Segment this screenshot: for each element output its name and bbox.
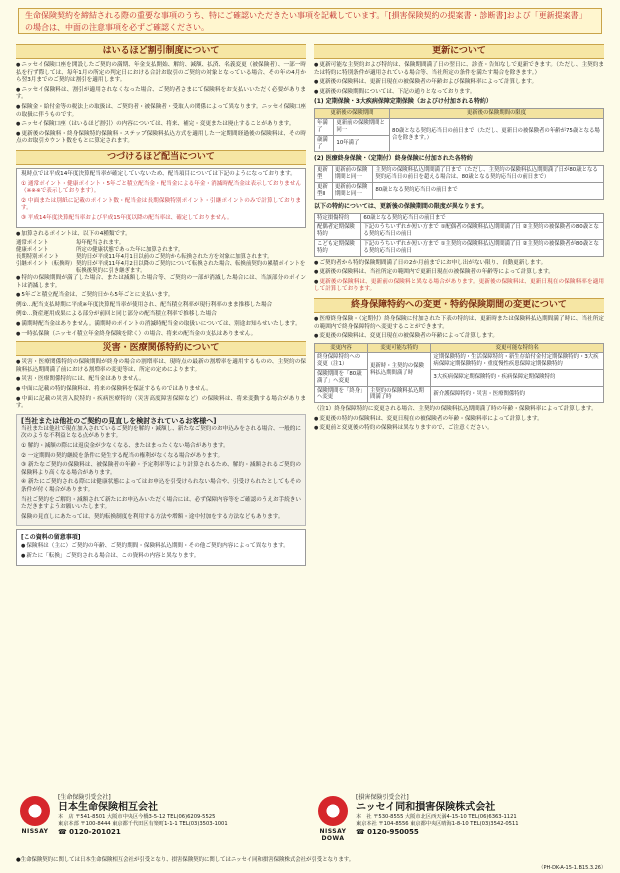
table-header: 変更可能な特約名	[431, 343, 604, 353]
table-row	[315, 386, 604, 403]
nissay-logo: NISSAY	[16, 796, 54, 846]
table-header: 変更可能な特約	[367, 343, 430, 353]
table-cell: 更新型	[315, 166, 333, 183]
dividend-paragraph-4: ● 満期時配当金はありません。満期時のポイントの消滅時配当金の取扱いについては、別途お知らせいたします。	[16, 321, 306, 329]
nissay-dowa-logo: NISSAY DOWA	[314, 796, 352, 846]
table-cell: 3大疾病保障定期保険特約・疾病保障定期保険特約	[431, 370, 604, 387]
table-cell: 歳満了	[315, 135, 334, 152]
section-title-discount: はいるほど割引制度について	[16, 44, 306, 59]
notice-line-2: の場合は、中面の注意事項を必ずご確認ください。	[25, 23, 209, 32]
renewal-table-1	[314, 108, 604, 152]
discount-paragraph-4: ● ニッセイ保険口座（はいるほど割引）の内容については、将来、補完・変更または廃止することがあります。	[16, 121, 306, 129]
table-cell: こども定期保険特約	[315, 239, 361, 256]
medical-paragraph-3: ● 中面に記載の特約保険料は、将来の保険料を保証するものではありません。	[16, 386, 306, 394]
table-cell: 10年満了	[334, 135, 390, 152]
renewal-paragraph-5: ● 更新後の保険料は、当社所定の範囲内で更新日現在の被保険者の年齢等によって計算します。	[314, 269, 604, 277]
life-insurer-info	[58, 794, 310, 837]
table-3-title: 以下の特約については、更新後の保険期間の限度が異なります。	[314, 202, 488, 210]
table-cell: 更新型Ⅱ	[315, 182, 333, 199]
review-p6: 当社ご契約をご解約・減額されて新たにお申込みいただく場合には、必ず保障内容等をご確認のうえお手続きいただきますようお願いいたします。	[21, 496, 301, 511]
change-paragraph-4: ● 変更後の特約の保険料は、変更日現在の被保険者の年齢・保険料率によって計算します。	[314, 416, 604, 424]
section-title-lifetime-change: 終身保障特約への変更・特約保険期間の変更について	[314, 298, 604, 313]
table-row	[315, 370, 604, 387]
nissay-dowa-logo-icon	[318, 796, 348, 826]
discount-paragraph-1: ● ニッセイ保険口座を開設したご契約の満期、年金支払開始、解約、減額、払済、名義変更（被保険者）、一部一時払を行ず際しては、毎年1月の所定の判定日における合計お取引のご契約の対象となっている場合、その年の4月から翌3月までのご契約は割引を適用します。	[16, 62, 306, 85]
nissay-logo-icon	[20, 796, 50, 826]
table-row	[315, 223, 604, 240]
table-1-title: (1) 定期保険・3大疾病保障定期保険（およびけ付加される特約）	[314, 98, 492, 106]
review-p5: ④ 新たにご契約される際には健康状態によってはお申込を引受けられない場合や、引受けられたとしてもその条件が付く場合があります。	[21, 479, 301, 493]
table-header: 変更内容	[315, 343, 368, 353]
table-row	[315, 119, 604, 136]
point-row: 引継ポイント（転換時） 契約日が平成11年4月2日以降のご契約について転換された場合、転換前契約の累積ポイントを転換後契約に引き継ぎます。	[16, 261, 306, 275]
right-column	[314, 40, 604, 435]
table-cell: 更新前の保険期間と同一	[334, 119, 390, 136]
dividend-paragraph-3: ● 5年ごと積立配当金は、ご契約日から5年ごとに支払います。	[16, 292, 306, 300]
change-paragraph-3: （注1）終身保障特約に変更される場合、主契約の保険料払込期間満了時の年齢・保険料率によって計算します。	[314, 406, 597, 413]
footer-non-life-insurer	[314, 792, 614, 854]
table-cell: 保険期間を「終身」へ変更	[315, 386, 368, 403]
table-row	[315, 213, 604, 223]
discount-paragraph-5: ● 更新後の保険料・終身保険特約保険料・ステップ保険料払込方式を適用した一定期間経過後の保険料は、その時点のお取引カウント数をもとに算定されます。	[16, 131, 306, 146]
dividend-item-3: ③ 平成14年度決算配当率および平成15年度以降の配当率は、確定しておりません。	[21, 214, 233, 221]
renewal-paragraph-1: ● 更新可能な主契約および特約は、保険期間満了日の翌日に、診査・告知なしで更新できます。（ただし、主契約または特約に特別条件が適用されている場合等、当社所定の条件を満たす場合を除きます。）	[314, 62, 604, 77]
dividend-info-box	[16, 168, 306, 228]
table-row	[315, 239, 604, 256]
non-life-insurer-info	[356, 794, 608, 837]
review-notice-title: [当社または他社のご契約の見直しを検討されているお客様へ]	[21, 416, 217, 425]
section-title-medical: 災害・医療関係特約について	[16, 341, 306, 356]
change-paragraph-1: ● 医療終身保険・（定期付）終身保険に付加された下表の特約は、更新時または保険料払込期間満了時に、当社所定の範囲内で終身保障特約へ変更することができます。	[314, 316, 604, 331]
table-row	[315, 166, 604, 183]
dividend-example-2: 例②…資産運用成果による部分が前回と同じ部分の配当積立利率で推移した場合	[16, 311, 217, 318]
notes-p1: ● 保険料は（主に）ご契約の年齢、ご契約期間・保険料払込期間・その他ご契約内容によって異なります。	[21, 543, 301, 551]
renewal-table-3	[314, 213, 604, 257]
insurer-address-1: 本 店 〒541-8501 大阪市中央区今橋3-5-12 TEL(06)6209-5525	[58, 814, 216, 820]
table-cell: 下記のうちいずれか短い方まで ①主契約の保険料払込期間満了日 ②主契約の被保険者が80歳となる契約応当日の前日	[361, 239, 604, 256]
table-cell: 特定損傷特約	[315, 213, 361, 223]
renewal-paragraph-3: ● 更新後の保険期間については、下記の通りとなっております。	[314, 89, 604, 97]
review-p7: 保険の見直しにあたっては、契約転換制度を利用する方法や増額・途中付加をする方法などもあります。	[21, 513, 284, 520]
renewal-paragraph-2: ● 更新後の保険料は、更新日現在の被保険者の年齢および保険料率によって計算します。	[314, 79, 604, 87]
insurer-role: [損害保険引受会社]	[356, 794, 409, 801]
change-paragraph-2: ● 変更後の保険料は、変更日現在の被保険者の年齢によって計算します。	[314, 333, 604, 341]
review-p3: ② 一定期間の契約継続を条件に発生する配当の権利がなくなる場合があります。	[21, 452, 224, 459]
discount-paragraph-3: ● 保険金・給付金等の税法上の取扱は、ご契約者・被保険者・受取人の関係によって異なります。ニッセイ保険口座の取扱に伴うものです。	[16, 104, 306, 119]
table-cell: 60歳となる契約応当日の前日まで	[361, 213, 604, 223]
insurer-phone: ☎ 0120-201021	[58, 828, 121, 836]
review-p1: 当社または他社で現在加入されているご契約を解約・減額し、新たなご契約のお申込みをされる場合、一般的に次のような不利益となる点があります。	[21, 425, 301, 440]
change-paragraph-5: ● 変更前と変更後の特約の保険料は異なりますので、ご注意ください。	[314, 425, 604, 433]
dividend-paragraph-2: ● 特約の保険期間が満了した場合、または減額した場合等、ご契約の一部が消滅した場合には、当該部分のポイントは消滅します。	[16, 275, 306, 290]
notes-title: [この資料の留意事項]	[21, 534, 81, 542]
table-2-title: (2) 医療終身保険・（定期付）終身保険に付加された各特約	[314, 155, 473, 163]
table-cell: 新介護保障特約・災害・医療関係特約	[431, 386, 604, 403]
footer-life-insurer	[16, 792, 316, 854]
insurer-phone: ☎ 0120-950055	[356, 828, 419, 836]
notes-p2: ● 新たに「転換」ご契約される場合は、この資料の内容と異なります。	[21, 553, 301, 561]
review-notice-box	[16, 414, 306, 527]
table-cell: 配偶者定期保険特約	[315, 223, 361, 240]
renewal-table-2	[314, 165, 604, 199]
table-cell: 更新前の保険期間と同一	[332, 182, 372, 199]
table-cell: 終身保障特約への変更（注1）	[315, 353, 368, 370]
table-header-row	[315, 109, 604, 119]
point-list-title: ● 加算されるポイントは、以下の4種類です。	[16, 231, 306, 239]
phone-icon: ☎	[356, 828, 368, 836]
table-cell: 80歳となる契約応当日の前日まで（ただし、更新日の被保険者の年齢が75歳となる場合を除きます。）	[390, 119, 604, 152]
point-row: 通常ポイント 毎年配当されます。	[16, 240, 125, 247]
insurer-name: 日本生命保険相互会社	[58, 802, 158, 813]
insurer-address-1: 本 社 〒530-8555 大阪市北区西天満4-15-10 TEL(06)6363-1121	[356, 814, 517, 820]
section-title-renewal: 更新について	[314, 44, 604, 59]
renewal-paragraph-6: ● 更新後の保険料は、更新前の保険料と異なる場合があります。更新後の保険料は、更新日現在の保険料率を適用して計算しております。	[314, 279, 604, 294]
phone-icon: ☎	[58, 828, 70, 836]
table-cell: 保険期間を「80歳満了」へ変更	[315, 370, 368, 387]
review-p4: ③ 新たなご契約の保険料は、被保険者の年齢・予定利率等により計算されるため、解約・減額されるご契約の保険料より高くなる場合があります。	[21, 462, 301, 476]
dividend-item-1: ① 通常ポイント・健康ポイント・5年ごと積立配当金・配当金による年金・消滅時配当金は表示しておりません（※※※で表示しております）。	[21, 180, 301, 195]
dividend-paragraph-5: ● 一時払保険（ニッセイ積立年金終身保険を除く）の場合、将来の配当金の支払はありません。	[16, 331, 306, 339]
dividend-example-1: 例①…配当支払時期に平成※年度決算配当率が使用され、配当積立利率が現行利率のまま推移した場合	[16, 301, 273, 308]
table-cell: 主契約の保険料払込期間満了時	[367, 386, 430, 403]
top-notice	[18, 8, 602, 34]
table-cell: 下記のうちいずれか短い方まで ①配偶者の保険料払込期間満了日 ②主契約の被保険者の80歳となる契約応当日の前日	[361, 223, 604, 240]
renewal-paragraph-4: ● ご契約者から特約保険期間満了日の2か月前までにお申し出がない限り、自動更新します。	[314, 260, 604, 268]
left-column	[16, 40, 306, 569]
section-title-dividend: つづけるほど配当について	[16, 150, 306, 165]
bottom-note: ●生命保険契約に関しては日本生命保険相互会社が引受となり、損害保険契約に関してはニッセイ同和損害保険株式会社が引受となります。	[16, 857, 355, 863]
notes-box	[16, 529, 306, 565]
dividend-item-2: ② 中面または別紙に記載のポイント数・配当金は長期保険特別ポイント・引継ポイントのみで計算しております。	[21, 197, 301, 212]
document-code: （PH-DK-A-15-1.B15.3.26）	[538, 865, 606, 871]
insurer-address-2: 東京本社 〒104-8556 東京都中央区晴海1-8-10 TEL(03)3542-0511	[356, 821, 519, 827]
table-cell: 80歳となる契約応当日の前日まで	[373, 182, 604, 199]
table-cell: 主契約の保険料払込期間満了日まで（ただし、主契約の保険料払込期間満了日が80歳となる契約応当日の前日を超える場合は、80歳となる契約応当日の前日まで）	[373, 166, 604, 183]
table-cell: 更新時・主契約の保険料払込期間満了時	[367, 353, 430, 386]
table-header: 更新後の保険期間	[315, 109, 390, 119]
review-p2: ① 解約・減額の際には返戻金が少なくなる、またはまったくない場合があります。	[21, 443, 229, 449]
table-row	[315, 353, 604, 370]
dividend-intro: 現時点では平成14年度決算配当率が確定していないため、配当項目については下記のようになっております。	[21, 170, 296, 177]
point-row: 健康ポイント 所定の健康状態であった年に加算されます。	[16, 247, 184, 254]
insurer-name: ニッセイ同和損害保険株式会社	[356, 802, 496, 813]
notice-line-1: 生命保険契約を締結される際の重要な事項のうち、特にご確認いただきたい事項を記載しています。「[損害保険契約の提案書・診断書]および「更新提案書」	[25, 11, 587, 20]
table-row	[315, 182, 604, 199]
insurer-role: [生命保険引受会社]	[58, 794, 111, 801]
table-cell: 定期保険特約・生活保障特約・新生存給付金付定期保険特約・3大疾病保障定期保険特約・重度慢性疾患保障定期保険特約	[431, 353, 604, 370]
change-table	[314, 343, 604, 404]
table-header-row	[315, 343, 604, 353]
medical-paragraph-4: ● 中面に記載の災害入院特約・疾病医療特約（災害高度障害保障など）の保険料は、将来変動する場合があります。	[16, 396, 306, 411]
medical-paragraph-1: ● 災害・医療関係特約の保険期間が終身の場合の割増率は、現時点の最新の割増率を適用するものの、主契約の保険料払込期間満了前における割増率の変更等は、所定の定めによります。	[16, 359, 306, 374]
point-row: 長期特別ポイント 契約日が平成11年4月1日以前のご契約から転換された方を対象に加算されます。	[16, 254, 273, 261]
table-header: 更新後の保険期間の限度	[390, 109, 604, 119]
table-cell: 更新前の保険期間と同一	[332, 166, 372, 183]
discount-paragraph-2: ● ニッセイ保険料は、割引が適用されなくなった場合、ご契約者さまにて保険料をお支払いいただく必要があります。	[16, 87, 306, 102]
table-cell: 年満了	[315, 119, 334, 136]
medical-paragraph-2: ● 災害・医療関係特約には、配当金はありません。	[16, 376, 306, 384]
point-list	[16, 240, 306, 275]
insurer-address-2: 東京本部 〒100-8444 東京都千代田区有楽町1-1-1 TEL(03)3503-1001	[58, 821, 228, 827]
